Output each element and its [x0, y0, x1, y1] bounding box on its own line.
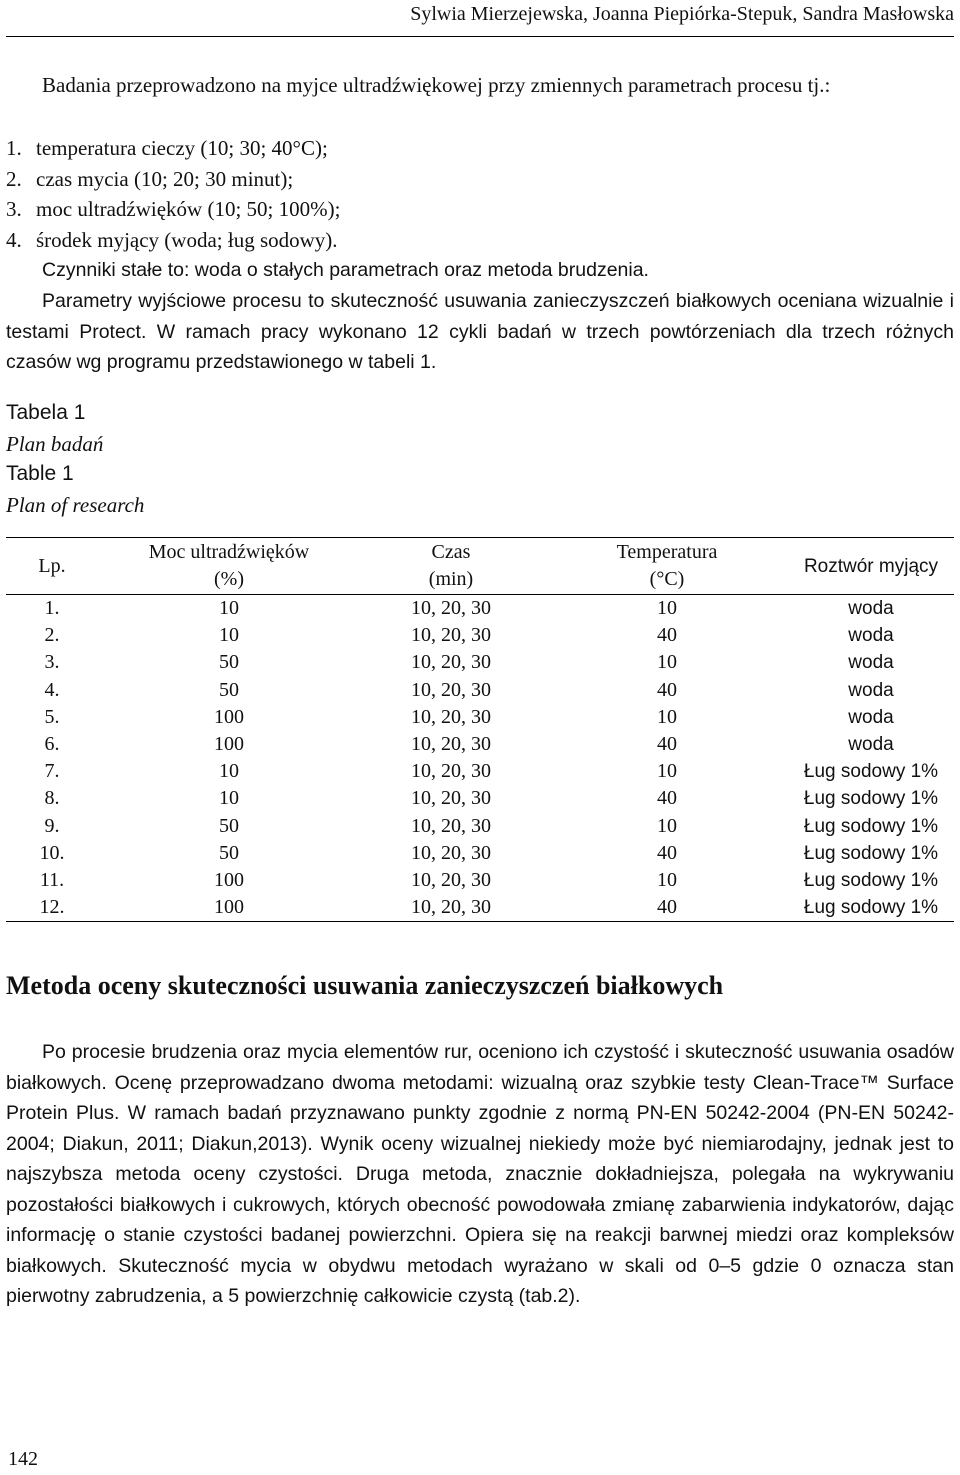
table-row: [6, 704, 954, 731]
cell-power: 10: [219, 597, 239, 620]
cell-temperature: 10: [657, 597, 677, 620]
table-body: [6, 595, 954, 922]
running-header: Sylwia Mierzejewska, Joanna Piepiórka-Stepuk, Sandra Masłowska: [410, 3, 954, 25]
header-time: Czas (min): [360, 538, 542, 595]
table-row: [6, 677, 954, 704]
cell-lp: 8.: [44, 787, 60, 810]
table-row: [6, 649, 954, 676]
cell-time: 10, 20, 30: [411, 814, 491, 837]
cell-power: 50: [219, 841, 239, 864]
cell-time: 10, 20, 30: [411, 651, 491, 674]
cell-lp: 11.: [39, 868, 65, 891]
cell-power: 50: [219, 678, 239, 701]
cell-solution: Ług sodowy 1%: [803, 869, 939, 891]
cell-time: 10, 20, 30: [411, 678, 491, 701]
cell-solution: Ług sodowy 1%: [803, 761, 939, 783]
table-row: [6, 731, 954, 758]
cell-power: 100: [214, 868, 244, 891]
cell-power: 100: [214, 705, 244, 728]
header-temperature: Temperatura (°C): [542, 538, 792, 595]
cell-temperature: 10: [657, 814, 677, 837]
outputs-paragraph: Parametry wyjściowe procesu to skuteczność usuwania zanieczyszczeń białkowych oceniana wizualnie i testami Protect. W ramach pracy wykonano 12 cykli badań w trzech powtórzeniach dla trzech różnych czasów wg programu przedstawionego w tabeli 1.: [6, 290, 954, 373]
table-row: [6, 595, 954, 623]
cell-solution: woda: [848, 652, 894, 674]
table-row: [6, 813, 954, 840]
cell-power: 10: [219, 787, 239, 810]
cell-temperature: 40: [657, 624, 677, 647]
table-row: [6, 867, 954, 894]
cell-power: 100: [214, 733, 244, 756]
cell-time: 10, 20, 30: [411, 868, 491, 891]
table-row: [6, 758, 954, 785]
table-header-row: [6, 538, 954, 595]
cell-lp: 7.: [44, 760, 60, 783]
cell-solution: woda: [848, 598, 894, 620]
constants-paragraph: Czynniki stałe to: woda o stałych parametrach oraz metoda brudzenia.: [42, 259, 649, 281]
cell-time: 10, 20, 30: [411, 624, 491, 647]
parameter-list: [6, 133, 340, 255]
cell-solution: Ług sodowy 1%: [803, 842, 939, 864]
cell-time: 10, 20, 30: [411, 705, 491, 728]
intro-text: Badania przeprowadzono na myjce ultradźwiękowej przy zmiennych parametrach procesu tj.:: [42, 73, 831, 97]
cell-temperature: 40: [657, 733, 677, 756]
cell-lp: 10.: [39, 841, 65, 864]
cell-temperature: 40: [542, 894, 792, 922]
cell-solution: Ług sodowy 1%: [803, 815, 939, 837]
header-power: Moc ultradźwięków (%): [98, 538, 360, 595]
cell-temperature: 40: [657, 787, 677, 810]
cell-power: 50: [219, 814, 239, 837]
header-lp: Lp.: [6, 538, 98, 595]
cell-lp: 6.: [44, 733, 60, 756]
cell-solution: woda: [848, 734, 894, 756]
cell-lp: 5.: [44, 705, 60, 728]
page-number: 142: [8, 1448, 38, 1470]
intro-paragraph: [6, 70, 954, 101]
table-title-pl: Plan badań: [6, 431, 104, 456]
header-rule: [6, 36, 954, 37]
table-caption: [6, 398, 144, 520]
method-paragraph: Po procesie brudzenia oraz mycia elementów rur, oceniono ich czystość i skuteczność usuwania osadów białkowych. Ocenę przeprowadzano dwoma metodami: wizualną oraz szybkie testy Clean-Trace™ Surface Protein Plus. W ramach badań przyznawano punkty zgodnie z normą PN-EN 50242-2004 (PN-EN 50242-2004; Diakun, 2011; Diakun,2013). Wynik oceny wizualnej niekiedy może być niemiarodajny, jednak jest to najszybsza metoda oceny czystości. Druga metoda, znacznie dokładniejsza, polegała na wykrywaniu pozostałości białkowych i cukrowych, których obecność powodowała zmianę zabarwienia indykatorów, dając informację o stanie czystości badanej powierzchni. Opiera się na reakcji barwnej miedzi oraz kompleksów białkowych. Skuteczność mycia w obydwu metodach wyrażano w skali od 0–5 gdzie 0 oznacza stan pierwotny zabrudzenia, a 5 powierzchnię całkowicie czystą (tab.2).: [6, 1041, 954, 1307]
cell-solution: Ług sodowy 1%: [803, 788, 939, 810]
cell-lp: 1.: [44, 597, 60, 620]
cell-lp: 12.: [6, 894, 98, 922]
table-row: [6, 622, 954, 649]
cell-time: 10, 20, 30: [411, 760, 491, 783]
list-item: 1. temperatura cieczy (10; 30; 40°C);: [6, 136, 328, 160]
cell-temperature: 10: [657, 760, 677, 783]
cell-solution: woda: [848, 679, 894, 701]
cell-power: 50: [219, 651, 239, 674]
cell-lp: 4.: [44, 678, 60, 701]
cell-temperature: 10: [657, 868, 677, 891]
table-label-pl: Tabela 1: [6, 401, 86, 424]
cell-lp: 2.: [44, 624, 60, 647]
cell-lp: 3.: [44, 651, 60, 674]
cell-time: 10, 20, 30: [411, 787, 491, 810]
cell-time: 10, 20, 30: [411, 733, 491, 756]
table-title-en: Plan of research: [6, 492, 145, 517]
table-label-en: Table 1: [6, 462, 74, 485]
list-item: 3. moc ultradźwięków (10; 50; 100%);: [6, 197, 341, 221]
cell-temperature: 10: [657, 651, 677, 674]
research-plan-table: [6, 537, 954, 922]
section-heading: Metoda oceny skuteczności usuwania zanieczyszczeń białkowych: [6, 971, 724, 1000]
list-item: 2. czas mycia (10; 20; 30 minut);: [6, 166, 294, 191]
cell-power: 10: [219, 760, 239, 783]
cell-temperature: 10: [657, 705, 677, 728]
cell-power: 10: [219, 624, 239, 647]
cell-solution: Ług sodowy 1%: [792, 894, 954, 922]
cell-solution: woda: [848, 706, 894, 728]
cell-power: 100: [98, 894, 360, 922]
cell-time: 10, 20, 30: [411, 597, 491, 620]
list-item: 4. środek myjący (woda; ług sodowy).: [6, 227, 338, 252]
table-row: [6, 785, 954, 812]
cell-solution: woda: [848, 625, 894, 647]
cell-temperature: 40: [657, 678, 677, 701]
cell-temperature: 40: [657, 841, 677, 864]
table-row: [6, 894, 954, 922]
cell-time: 10, 20, 30: [411, 841, 491, 864]
header-solution: Roztwór myjący: [792, 538, 954, 595]
cell-time: 10, 20, 30: [360, 894, 542, 922]
table-row: [6, 840, 954, 867]
cell-lp: 9.: [44, 814, 60, 837]
